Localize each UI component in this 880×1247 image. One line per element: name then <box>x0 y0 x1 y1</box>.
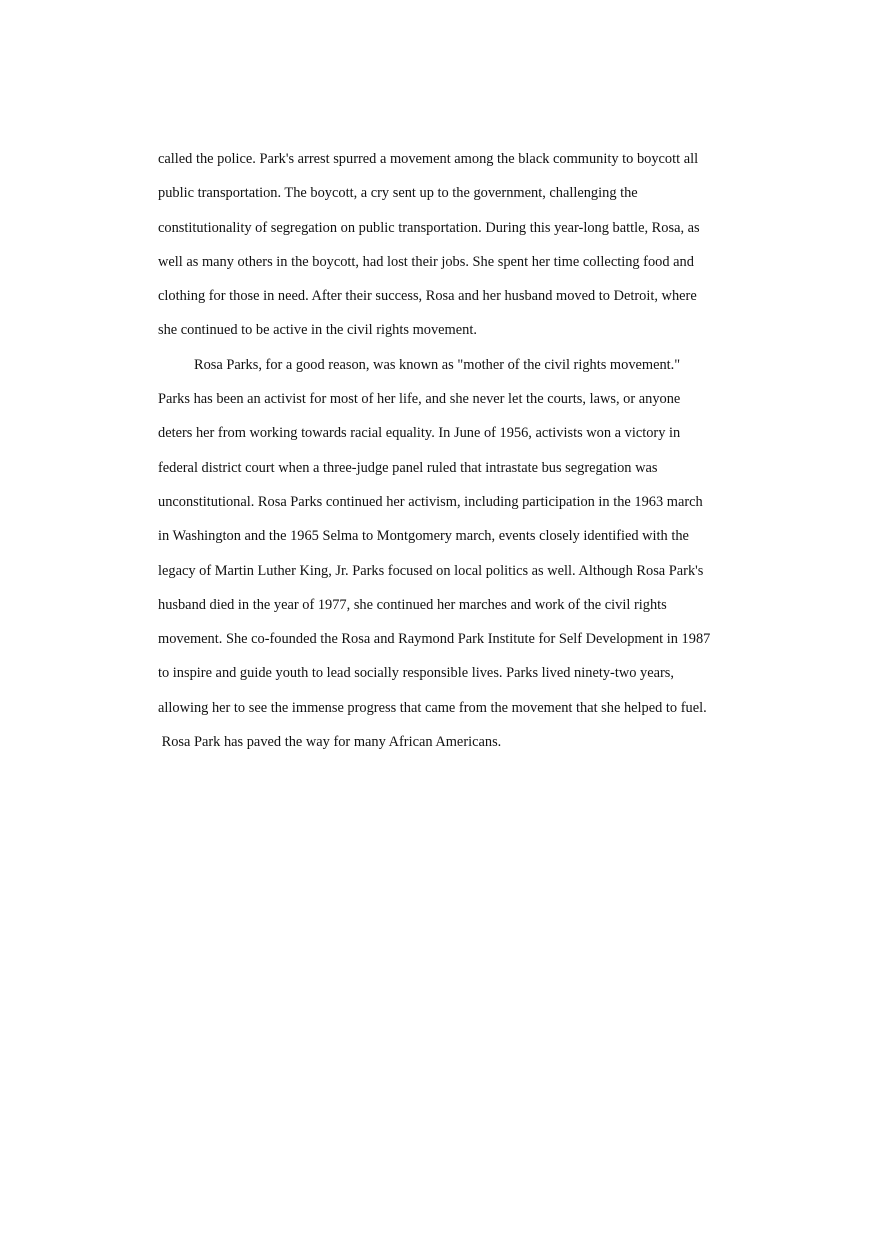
text-line: in Washington and the 1965 Selma to Montgomery march, events closely identified with the <box>158 528 689 545</box>
text-line: Rosa Park has paved the way for many African Americans. <box>158 734 502 751</box>
text-line: Rosa Parks, for a good reason, was known as "mother of the civil rights movement." <box>194 356 681 373</box>
text-line: constitutionality of segregation on public transportation. During this year-long battle, Rosa, as <box>158 219 700 236</box>
paragraph-2 <box>158 348 738 760</box>
text-line: movement. She co-founded the Rosa and Raymond Park Institute for Self Development in 1987 <box>158 631 711 648</box>
text-line: Parks has been an activist for most of her life, and she never let the courts, laws, or anyone <box>158 391 681 408</box>
text-line: unconstitutional. Rosa Parks continued her activism, including participation in the 1963 march <box>158 493 703 510</box>
text-line: legacy of Martin Luther King, Jr. Parks focused on local politics as well. Although Rosa Park's <box>158 562 704 579</box>
text-line: to inspire and guide youth to lead socially responsible lives. Parks lived ninety-two years, <box>158 665 674 682</box>
text-line: allowing her to see the immense progress that came from the movement that she helped to fuel. <box>158 699 707 716</box>
text-line: husband died in the year of 1977, she continued her marches and work of the civil rights <box>158 596 667 613</box>
text-line: clothing for those in need. After their success, Rosa and her husband moved to Detroit, where <box>158 288 697 305</box>
text-line: well as many others in the boycott, had lost their jobs. She spent her time collecting food and <box>158 253 694 270</box>
text-line: federal district court when a three-judge panel ruled that intrastate bus segregation was <box>158 459 658 476</box>
paragraph-1 <box>158 142 738 348</box>
document-body <box>158 142 738 759</box>
text-line: deters her from working towards racial equality. In June of 1956, activists won a victory in <box>158 425 681 442</box>
text-line: she continued to be active in the civil rights movement. <box>158 322 477 339</box>
text-line: called the police. Park's arrest spurred a movement among the black community to boycott all <box>158 151 699 167</box>
text-line: public transportation. The boycott, a cry sent up to the government, challenging the <box>158 185 638 202</box>
